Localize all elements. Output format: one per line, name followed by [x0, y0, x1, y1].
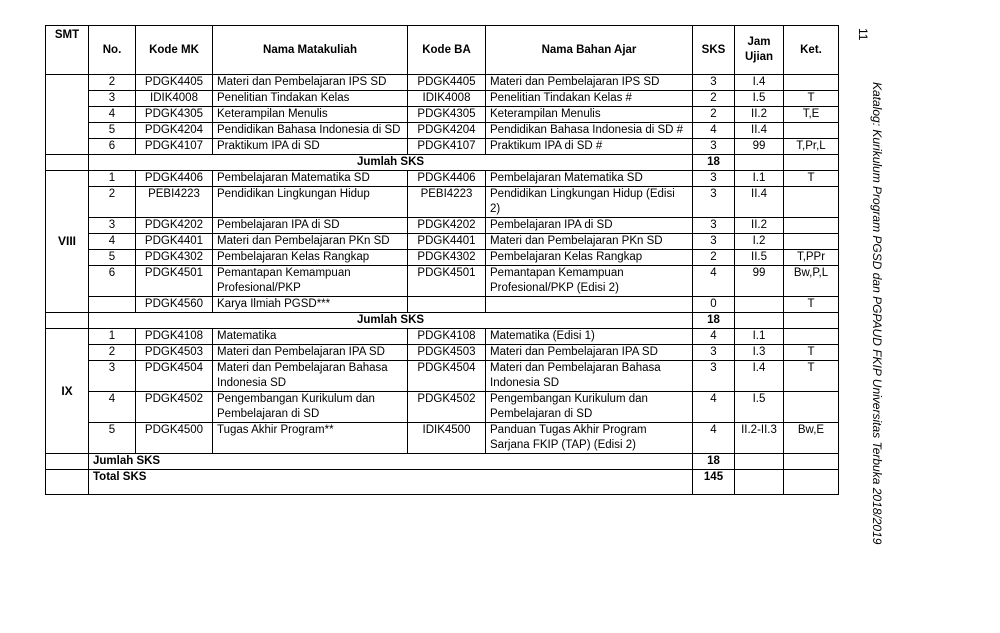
- cell-nama-mk: Pengembangan Kurikulum dan Pembelajaran di SD: [213, 392, 408, 423]
- cell-kode-ba: PDGK4406: [408, 171, 486, 187]
- cell-jam: 99: [735, 266, 784, 297]
- sum-empty-cell: [735, 155, 784, 171]
- cell-kode-ba: PDGK4108: [408, 329, 486, 345]
- cell-kode-mk: PDGK4202: [136, 218, 213, 234]
- cell-nama-mk: Pemantapan Kemampuan Profesional/PKP: [213, 266, 408, 297]
- cell-no: 5: [89, 423, 136, 454]
- cell-jam: I.5: [735, 392, 784, 423]
- cell-ket: [784, 123, 839, 139]
- cell-sks: 3: [693, 139, 735, 155]
- cell-jam: I.5: [735, 91, 784, 107]
- table-row: [46, 187, 839, 218]
- table-row: [46, 171, 839, 187]
- table-row: [46, 423, 839, 454]
- total-value: 145: [693, 470, 735, 495]
- cell-jam: I.1: [735, 171, 784, 187]
- cell-no: 5: [89, 123, 136, 139]
- cell-kode-mk: PDGK4405: [136, 75, 213, 91]
- sum-label: Jumlah SKS: [89, 155, 693, 171]
- cell-no: 3: [89, 218, 136, 234]
- cell-nama-mk: Keterampilan Menulis: [213, 107, 408, 123]
- cell-nama-ba: Pendidikan Bahasa Indonesia di SD #: [486, 123, 693, 139]
- cell-kode-mk: PDGK4305: [136, 107, 213, 123]
- cell-ket: T: [784, 361, 839, 392]
- cell-sks: 3: [693, 361, 735, 392]
- semester-label: IX: [46, 329, 89, 454]
- cell-no: 2: [89, 345, 136, 361]
- cell-nama-ba: Matematika (Edisi 1): [486, 329, 693, 345]
- cell-nama-mk: Pembelajaran Matematika SD: [213, 171, 408, 187]
- header-no: No.: [89, 26, 136, 75]
- cell-kode-mk: PDGK4401: [136, 234, 213, 250]
- cell-kode-ba: PDGK4202: [408, 218, 486, 234]
- cell-sks: 0: [693, 297, 735, 313]
- table-row: [46, 361, 839, 392]
- table-row: [46, 218, 839, 234]
- cell-no: 1: [89, 329, 136, 345]
- cell-ket: T,PPr: [784, 250, 839, 266]
- table-row: [46, 91, 839, 107]
- cell-ket: T: [784, 91, 839, 107]
- cell-ket: [784, 187, 839, 218]
- cell-jam: II.4: [735, 123, 784, 139]
- header-jam-ujian: Jam Ujian: [735, 26, 784, 75]
- cell-sks: 3: [693, 234, 735, 250]
- cell-kode-mk: PDGK4501: [136, 266, 213, 297]
- cell-no: 3: [89, 91, 136, 107]
- cell-kode-mk: PDGK4560: [136, 297, 213, 313]
- cell-sks: 2: [693, 91, 735, 107]
- cell-ket: T: [784, 297, 839, 313]
- cell-nama-ba: Materi dan Pembelajaran IPS SD: [486, 75, 693, 91]
- cell-nama-mk: Materi dan Pembelajaran IPS SD: [213, 75, 408, 91]
- cell-jam: I.4: [735, 75, 784, 91]
- cell-nama-mk: Matematika: [213, 329, 408, 345]
- cell-sks: 2: [693, 250, 735, 266]
- sum-row: [46, 454, 839, 470]
- table-header-row: [46, 26, 839, 75]
- cell-nama-ba: Pendidikan Lingkungan Hidup (Edisi 2): [486, 187, 693, 218]
- cell-sks: 4: [693, 123, 735, 139]
- cell-jam: I.3: [735, 345, 784, 361]
- table-row: [46, 329, 839, 345]
- cell-jam: II.5: [735, 250, 784, 266]
- cell-ket: T,Pr,L: [784, 139, 839, 155]
- cell-kode-ba: PDGK4503: [408, 345, 486, 361]
- cell-sks: 3: [693, 171, 735, 187]
- cell-nama-mk: Praktikum IPA di SD: [213, 139, 408, 155]
- sum-label: Jumlah SKS: [89, 454, 693, 470]
- header-sks: SKS: [693, 26, 735, 75]
- sum-empty-cell: [46, 454, 89, 470]
- cell-ket: [784, 218, 839, 234]
- cell-nama-ba: Pembelajaran Matematika SD: [486, 171, 693, 187]
- semester-label: [46, 75, 89, 155]
- cell-jam: II.2: [735, 107, 784, 123]
- total-empty-cell: [735, 470, 784, 495]
- header-ket: Ket.: [784, 26, 839, 75]
- cell-sks: 2: [693, 107, 735, 123]
- table-row: [46, 392, 839, 423]
- cell-nama-mk: Pendidikan Bahasa Indonesia di SD: [213, 123, 408, 139]
- cell-no: 4: [89, 107, 136, 123]
- table-row: [46, 297, 839, 313]
- cell-sks: 3: [693, 187, 735, 218]
- cell-jam: I.1: [735, 329, 784, 345]
- header-smt: SMT: [46, 26, 89, 75]
- cell-sks: 4: [693, 329, 735, 345]
- cell-ket: Bw,P,L: [784, 266, 839, 297]
- cell-sks: 4: [693, 266, 735, 297]
- cell-no: [89, 297, 136, 313]
- cell-kode-mk: IDIK4008: [136, 91, 213, 107]
- cell-nama-ba: Keterampilan Menulis: [486, 107, 693, 123]
- cell-nama-mk: Pembelajaran Kelas Rangkap: [213, 250, 408, 266]
- cell-sks: 4: [693, 423, 735, 454]
- cell-sks: 3: [693, 345, 735, 361]
- sum-label: Jumlah SKS: [89, 313, 693, 329]
- cell-no: 1: [89, 171, 136, 187]
- sum-empty-cell: [784, 454, 839, 470]
- sum-value: 18: [693, 454, 735, 470]
- header-nama-mk: Nama Matakuliah: [213, 26, 408, 75]
- cell-kode-mk: PDGK4406: [136, 171, 213, 187]
- semester-label: VIII: [46, 171, 89, 313]
- cell-kode-mk: PDGK4503: [136, 345, 213, 361]
- cell-nama-ba: Praktikum IPA di SD #: [486, 139, 693, 155]
- cell-ket: [784, 234, 839, 250]
- cell-jam: II.4: [735, 187, 784, 218]
- cell-nama-mk: Materi dan Pembelajaran PKn SD: [213, 234, 408, 250]
- header-kode-mk: Kode MK: [136, 26, 213, 75]
- cell-no: 4: [89, 234, 136, 250]
- cell-kode-ba: PDGK4405: [408, 75, 486, 91]
- cell-ket: T: [784, 171, 839, 187]
- cell-no: 5: [89, 250, 136, 266]
- cell-ket: [784, 392, 839, 423]
- cell-nama-ba: Pemantapan Kemampuan Profesional/PKP (Edisi 2): [486, 266, 693, 297]
- cell-kode-ba: IDIK4500: [408, 423, 486, 454]
- cell-nama-mk: Materi dan Pembelajaran Bahasa Indonesia SD: [213, 361, 408, 392]
- sum-empty-cell: [46, 313, 89, 329]
- cell-kode-ba: PDGK4504: [408, 361, 486, 392]
- cell-kode-mk: PDGK4500: [136, 423, 213, 454]
- cell-nama-mk: Pendidikan Lingkungan Hidup: [213, 187, 408, 218]
- sum-empty-cell: [784, 155, 839, 171]
- cell-nama-ba: Pembelajaran IPA di SD: [486, 218, 693, 234]
- cell-kode-mk: PDGK4302: [136, 250, 213, 266]
- sum-row: [46, 155, 839, 171]
- table-row: [46, 234, 839, 250]
- cell-kode-ba: PDGK4502: [408, 392, 486, 423]
- sum-empty-cell: [735, 313, 784, 329]
- cell-nama-mk: Tugas Akhir Program**: [213, 423, 408, 454]
- cell-no: 2: [89, 75, 136, 91]
- cell-kode-mk: PEBI4223: [136, 187, 213, 218]
- cell-kode-ba: PDGK4302: [408, 250, 486, 266]
- cell-nama-mk: Penelitian Tindakan Kelas: [213, 91, 408, 107]
- cell-sks: 4: [693, 392, 735, 423]
- cell-jam: 99: [735, 139, 784, 155]
- cell-ket: [784, 329, 839, 345]
- cell-kode-mk: PDGK4502: [136, 392, 213, 423]
- total-label: Total SKS: [89, 470, 693, 495]
- cell-no: 6: [89, 266, 136, 297]
- cell-kode-mk: PDGK4107: [136, 139, 213, 155]
- cell-ket: [784, 75, 839, 91]
- table-row: [46, 107, 839, 123]
- cell-nama-ba: [486, 297, 693, 313]
- cell-ket: T: [784, 345, 839, 361]
- cell-no: 6: [89, 139, 136, 155]
- total-empty-cell: [784, 470, 839, 495]
- cell-jam: [735, 297, 784, 313]
- table-row: [46, 139, 839, 155]
- cell-kode-ba: PDGK4107: [408, 139, 486, 155]
- sum-empty-cell: [784, 313, 839, 329]
- cell-no: 3: [89, 361, 136, 392]
- cell-nama-ba: Penelitian Tindakan Kelas #: [486, 91, 693, 107]
- table-row: [46, 250, 839, 266]
- table-row: [46, 123, 839, 139]
- sum-value: 18: [693, 313, 735, 329]
- cell-nama-mk: Materi dan Pembelajaran IPA SD: [213, 345, 408, 361]
- table-row: [46, 266, 839, 297]
- cell-nama-ba: Materi dan Pembelajaran IPA SD: [486, 345, 693, 361]
- sum-value: 18: [693, 155, 735, 171]
- cell-no: 2: [89, 187, 136, 218]
- cell-kode-mk: PDGK4108: [136, 329, 213, 345]
- cell-nama-ba: Pengembangan Kurikulum dan Pembelajaran di SD: [486, 392, 693, 423]
- cell-no: 4: [89, 392, 136, 423]
- cell-kode-ba: PEBI4223: [408, 187, 486, 218]
- page-number: 11: [856, 28, 870, 41]
- total-row: [46, 470, 839, 495]
- header-nama-ba: Nama Bahan Ajar: [486, 26, 693, 75]
- cell-nama-ba: Materi dan Pembelajaran Bahasa Indonesia SD: [486, 361, 693, 392]
- cell-kode-ba: IDIK4008: [408, 91, 486, 107]
- cell-ket: T,E: [784, 107, 839, 123]
- cell-kode-ba: PDGK4501: [408, 266, 486, 297]
- table-row: [46, 75, 839, 91]
- cell-nama-ba: Panduan Tugas Akhir Program Sarjana FKIP (TAP) (Edisi 2): [486, 423, 693, 454]
- cell-sks: 3: [693, 75, 735, 91]
- cell-kode-mk: PDGK4504: [136, 361, 213, 392]
- cell-jam: II.2-II.3: [735, 423, 784, 454]
- cell-kode-ba: PDGK4401: [408, 234, 486, 250]
- cell-ket: Bw,E: [784, 423, 839, 454]
- cell-jam: I.4: [735, 361, 784, 392]
- total-empty-cell: [46, 470, 89, 495]
- catalog-title: Katalog: Kurikulum Program PGSD dan PGPAUD FKIP Universitas Terbuka 2018/2019: [870, 82, 884, 545]
- cell-nama-mk: Pembelajaran IPA di SD: [213, 218, 408, 234]
- sum-empty-cell: [46, 155, 89, 171]
- cell-kode-ba: PDGK4204: [408, 123, 486, 139]
- cell-jam: II.2: [735, 218, 784, 234]
- cell-jam: I.2: [735, 234, 784, 250]
- table-row: [46, 345, 839, 361]
- header-kode-ba: Kode BA: [408, 26, 486, 75]
- cell-nama-mk: Karya Ilmiah PGSD***: [213, 297, 408, 313]
- sum-row: [46, 313, 839, 329]
- cell-nama-ba: Pembelajaran Kelas Rangkap: [486, 250, 693, 266]
- cell-nama-ba: Materi dan Pembelajaran PKn SD: [486, 234, 693, 250]
- cell-kode-ba: [408, 297, 486, 313]
- cell-kode-mk: PDGK4204: [136, 123, 213, 139]
- curriculum-table: [45, 25, 839, 495]
- cell-kode-ba: PDGK4305: [408, 107, 486, 123]
- cell-sks: 3: [693, 218, 735, 234]
- sum-empty-cell: [735, 454, 784, 470]
